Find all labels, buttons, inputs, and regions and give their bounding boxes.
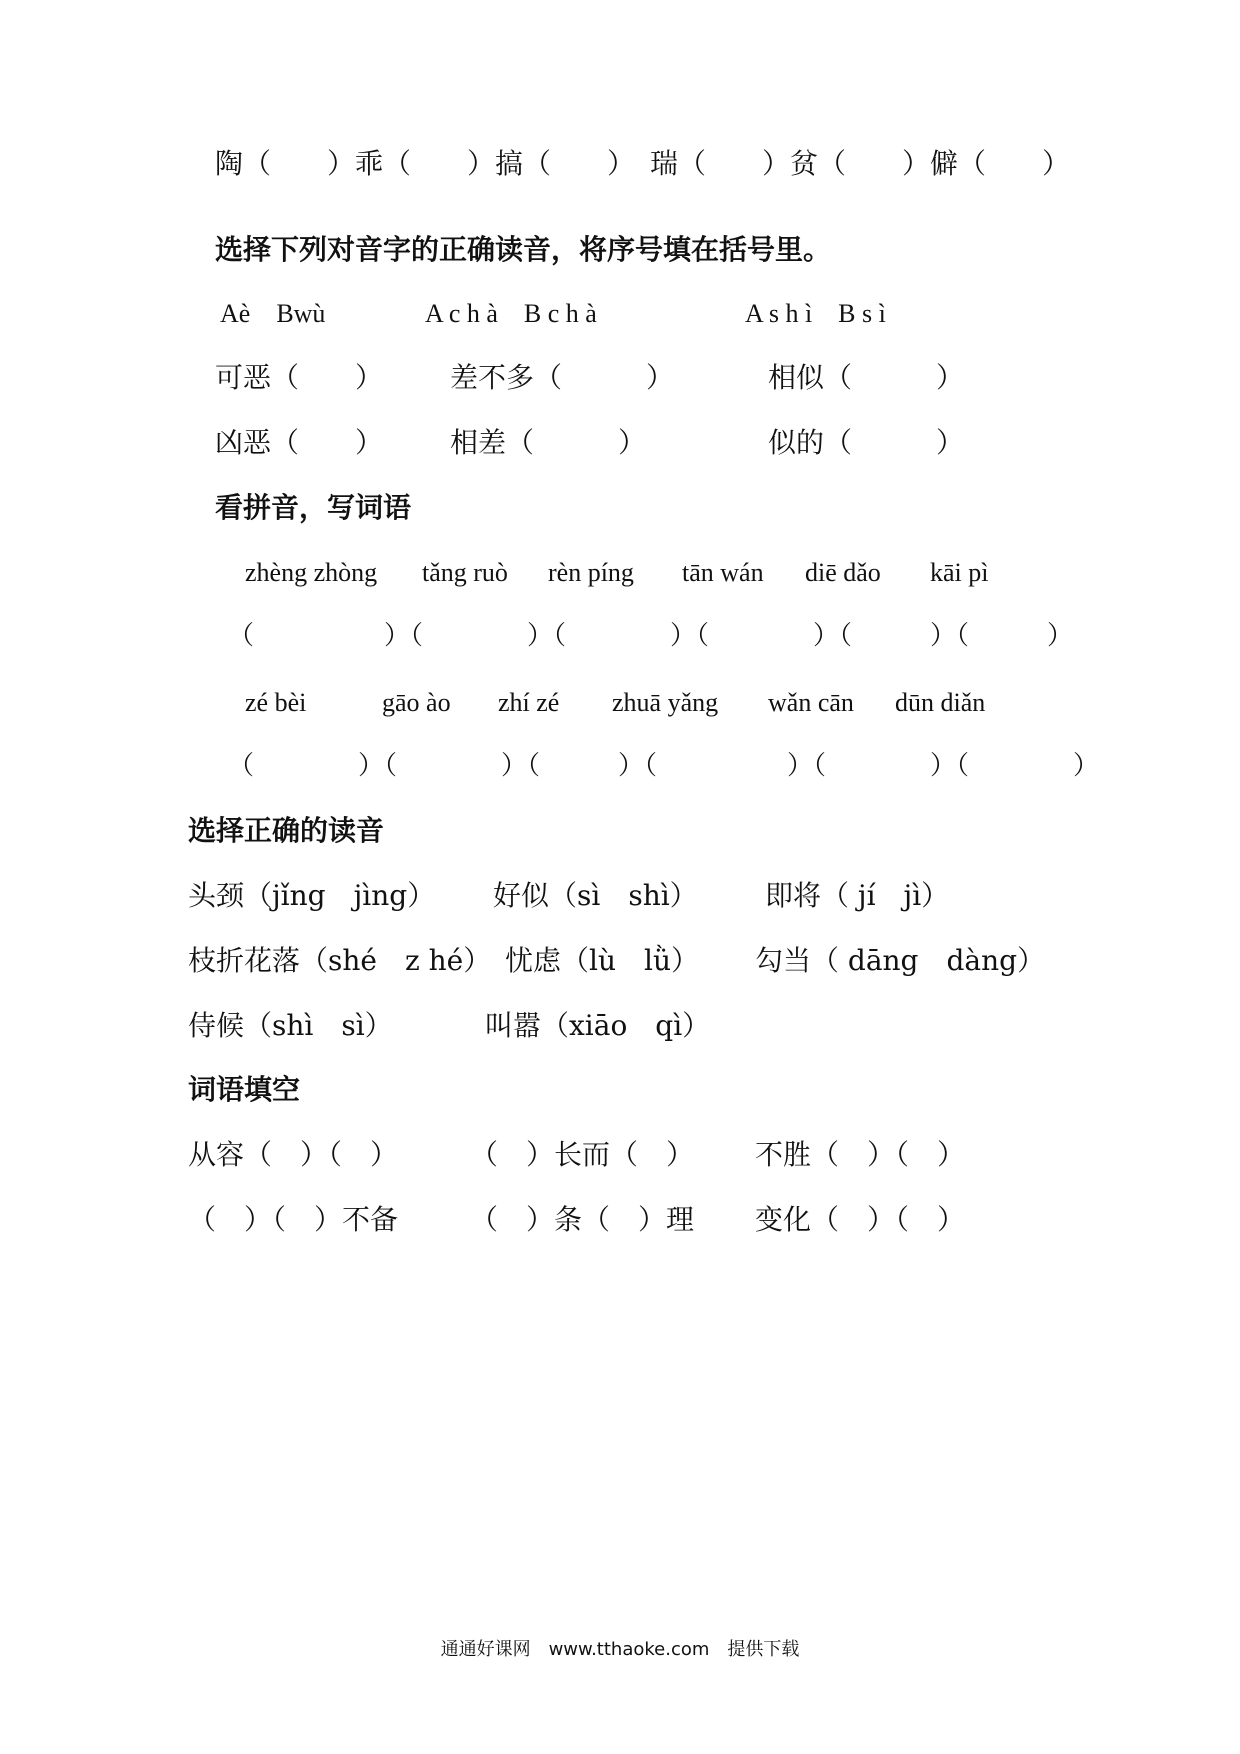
reading-gou-dang: 勾当（ dāng dàng） xyxy=(755,944,1046,977)
option-cha: A c h à B c h à xyxy=(425,299,597,328)
reading-jiao-xiao: 叫嚣（xiāo qì） xyxy=(485,1009,711,1042)
fill-tiao-li: （ ）条（ ）理 xyxy=(470,1203,695,1236)
section-title-pinyin: 看拼音，写词语 xyxy=(215,491,412,524)
pinyin-word-1: zhèng zhòng xyxy=(245,558,378,587)
pinyin-word-12: dūn diǎn xyxy=(895,688,986,717)
pinyin-word-7: zé bèi xyxy=(245,688,307,717)
pinyin-word-5: diē dǎo xyxy=(805,558,881,587)
pinyin-word-11: wǎn cān xyxy=(768,688,854,717)
pinyin-word-10: zhuā yǎng xyxy=(612,688,719,717)
item-xiang-si: 相似（ ） xyxy=(768,361,965,394)
reading-tou-jing: 头颈（jǐng jìng） xyxy=(188,879,436,912)
reading-shi-hou: 侍候（shì sì） xyxy=(188,1009,393,1042)
item-xiang-cha: 相差（ ） xyxy=(450,426,647,459)
char-row-1b: 瑞（ ）贫（ ）僻（ ） xyxy=(650,147,1071,180)
section-title-fill: 词语填空 xyxy=(188,1073,301,1106)
blank-row-1: （ ）（ ）（ ）（ ）（ ）（ ） xyxy=(228,621,1074,651)
reading-ji-jiang: 即将（ jí jì） xyxy=(765,879,950,912)
section-title-choose-pair: 选择下列对音字的正确读音，将序号填在括号里。 xyxy=(215,233,832,266)
reading-hao-si: 好似（sì shì） xyxy=(493,879,698,912)
pinyin-word-2: tǎng ruò xyxy=(422,558,508,587)
section-title-reading: 选择正确的读音 xyxy=(188,814,385,847)
fill-chang-er: （ ）长而（ ） xyxy=(470,1138,695,1171)
item-xiong-e: 凶恶（ ） xyxy=(215,426,384,459)
option-e-wu: Aè Bwù xyxy=(220,299,326,328)
item-ke-wu: 可恶（ ） xyxy=(215,361,384,394)
fill-cong-rong: 从容（ ）（ ） xyxy=(188,1138,399,1171)
char-row-1a: 陶（ ）乖（ ）搞（ ） xyxy=(215,147,636,180)
pinyin-word-3: rèn píng xyxy=(548,558,634,587)
pinyin-word-4: tān wán xyxy=(682,558,764,587)
item-si-de: 似的（ ） xyxy=(768,426,965,459)
reading-zhi-zhe: 枝折花落（shé z hé） xyxy=(188,944,492,977)
option-shi-si: A s h ì B s ì xyxy=(745,299,886,328)
fill-bian-hua: 变化（ ）（ ） xyxy=(755,1203,966,1236)
fill-bu-sheng: 不胜（ ）（ ） xyxy=(755,1138,966,1171)
footer-credit: 通通好课网 www.tthaoke.com 提供下载 xyxy=(440,1639,800,1660)
item-cha-bu-duo: 差不多（ ） xyxy=(450,361,675,394)
fill-bu-bei: （ ）（ ）不备 xyxy=(188,1203,399,1236)
blank-row-2: （ ）（ ）（ ）（ ）（ ）（ ） xyxy=(228,751,1100,781)
pinyin-word-9: zhí zé xyxy=(498,688,560,717)
pinyin-word-6: kāi pì xyxy=(930,558,989,587)
pinyin-word-8: gāo ào xyxy=(382,688,451,717)
reading-you-lv: 忧虑（lù lǜ） xyxy=(505,944,699,977)
